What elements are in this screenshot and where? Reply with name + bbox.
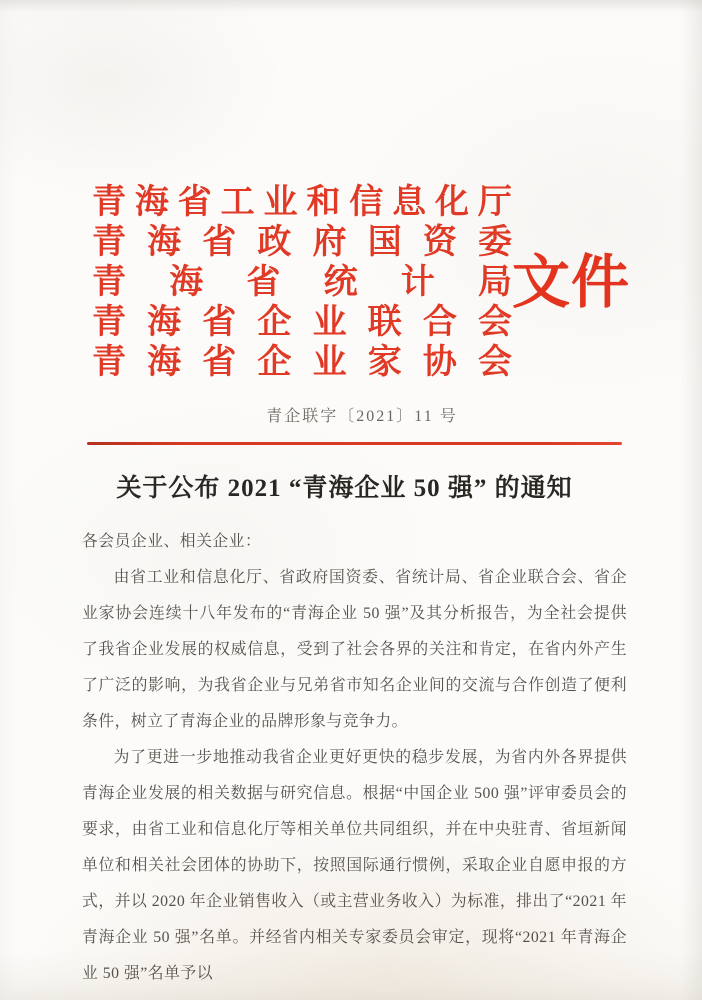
document-title: 关于公布 2021 “青海企业 50 强” 的通知 [116,475,573,502]
letterhead-org-line-3: 青 海 省 统 计 局 [92,264,512,301]
salutation: 各会员企业、相关企业： [82,533,262,550]
document-body [82,524,627,992]
red-separator-rule [87,442,622,445]
body-paragraph-2: 为了更进一步地推动我省企业更好更快的稳步发展，为省内外各界提供青海企业发展的相关数据与研究信息。根据“中国企业 500 强”评审委员会的要求，由省工业和信息化厅等相关单位共同组织，并在中央驻青、省垣新闻单位和相关社会团体的协助下，按照国际通行惯例，采取企业自愿申报的方式，并以 2020 年企业销售收入（或主营业务收入）为标准，排出了“2021 年青海企业 50 强”名单。并经省内相关专家委员会审定，现将“2021 年青海企业 50 强”名单予以 [82,749,627,982]
doc-type-label: 文件 [512,250,631,315]
letterhead-org-line-1: 青 海 省 工 业 和 信 息 化 厅 [92,184,512,221]
letterhead-org-line-2: 青 海 省 政 府 国 资 委 [92,224,512,261]
letterhead-org-line-4: 青 海 省 企 业 联 合 会 [92,304,512,341]
letterhead [92,183,512,383]
body-paragraph-1: 由省工业和信息化厅、省政府国资委、省统计局、省企业联合会、省企业家协会连续十八年发布的“青海企业 50 强”及其分析报告，为全社会提供了我省企业发展的权威信息，受到了社会各界的关注和肯定，在省内外产生了广泛的影响，为我省企业与兄弟省市知名企业间的交流与合作创造了便利条件，树立了青海企业的品牌形象与竞争力。 [82,569,627,730]
reference-number: 青企联字〔2021〕11 号 [266,408,458,425]
letterhead-org-line-5: 青 海 省 企 业 家 协 会 [92,344,512,381]
